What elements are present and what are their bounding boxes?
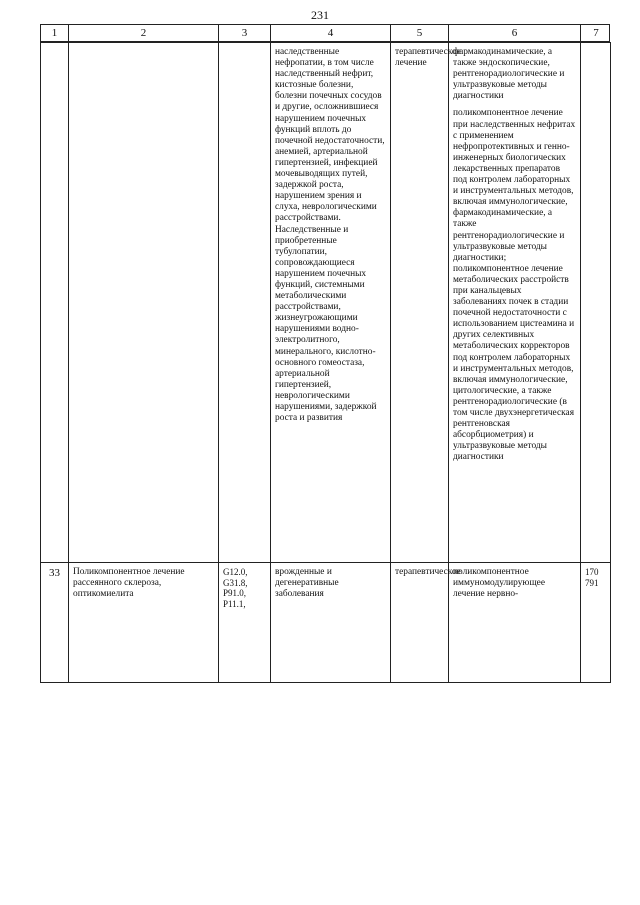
table-row-33 bbox=[41, 563, 611, 683]
condition-text: врожденные и дегенеративные заболевания bbox=[271, 563, 391, 683]
row-number: 33 bbox=[41, 563, 69, 683]
method-text: поликомпонентное лечение при наследственных нефритах с применением нефропротективных и генно-инженерных биологических лекарственных препаратов под контролем лабораторных и инструментальных методов, включая иммунологические, фармакодинамические, а также рентгенорадиологические и ультразвуковые методы диагностики; поликомпонентное лечение метаболических расстройств при канальцевых заболеваниях почек в стадии почечной недостаточности с использованием цистеамина и других селективных метаболических корректоров под контролем лабораторных и инструментальных методов, включая иммунологические, цитологические, а также рентгенорадиологические (в том числе двухэнергетическая рентгеновская абсорбциометрия) и ультразвуковые методы диагностики bbox=[453, 108, 576, 463]
icd-codes: G12.0, G31.8, P91.0, P11.1, bbox=[219, 563, 271, 683]
column-number-header bbox=[40, 24, 610, 42]
treatment-type: терапевтическое bbox=[391, 563, 449, 683]
column-number: 2 bbox=[69, 25, 219, 41]
cell-empty bbox=[219, 43, 271, 563]
cost-value: 170 791 bbox=[581, 563, 611, 683]
cell-method-continued bbox=[449, 43, 581, 563]
method-text-top: фармакодинамические, а также эндоскопические, рентгенорадиологические и ультразвуковые методы диагностики bbox=[453, 47, 565, 102]
column-number: 6 bbox=[449, 25, 581, 41]
column-number: 4 bbox=[271, 25, 391, 41]
care-name: Поликомпонентное лечение рассеянного склероза, оптикомиелита bbox=[69, 563, 219, 683]
column-number: 5 bbox=[391, 25, 449, 41]
column-number: 3 bbox=[219, 25, 271, 41]
cell-empty bbox=[69, 43, 219, 563]
cell-empty bbox=[41, 43, 69, 563]
column-number: 7 bbox=[593, 27, 599, 39]
cell-condition-continued: наследственные нефропатии, в том числе наследственный нефрит, кистозные болезни, болезни почечных сосудов и другие, осложнившиеся нарушением почечных функций вплоть до почечной недостаточности, анемией, артериальной гипертензией, инфекцией мочевыводящих путей, задержкой роста, нарушением зрения и слуха, неврологическими расстройствами. Наследственные и приобретенные тубулопатии, сопровождающиеся нарушением почечных функций, системными метаболическими расстройствами, жизнеугрожающими нарушениями водно-электролитного, минерального, кислотно-основного гомеостаза, артериальной гипертензией, неврологическими нарушениями, задержкой роста и развития bbox=[271, 43, 391, 563]
table-row-continuation bbox=[41, 43, 611, 563]
medical-care-table bbox=[40, 42, 611, 683]
cell-empty bbox=[581, 43, 611, 563]
page-number: 231 bbox=[311, 8, 329, 22]
method-text: поликомпонентное иммуномодулирующее лечение нервно- bbox=[449, 563, 581, 683]
column-number: 1 bbox=[41, 25, 69, 41]
cell-treatment-type: терапевтическое лечение bbox=[391, 43, 449, 563]
